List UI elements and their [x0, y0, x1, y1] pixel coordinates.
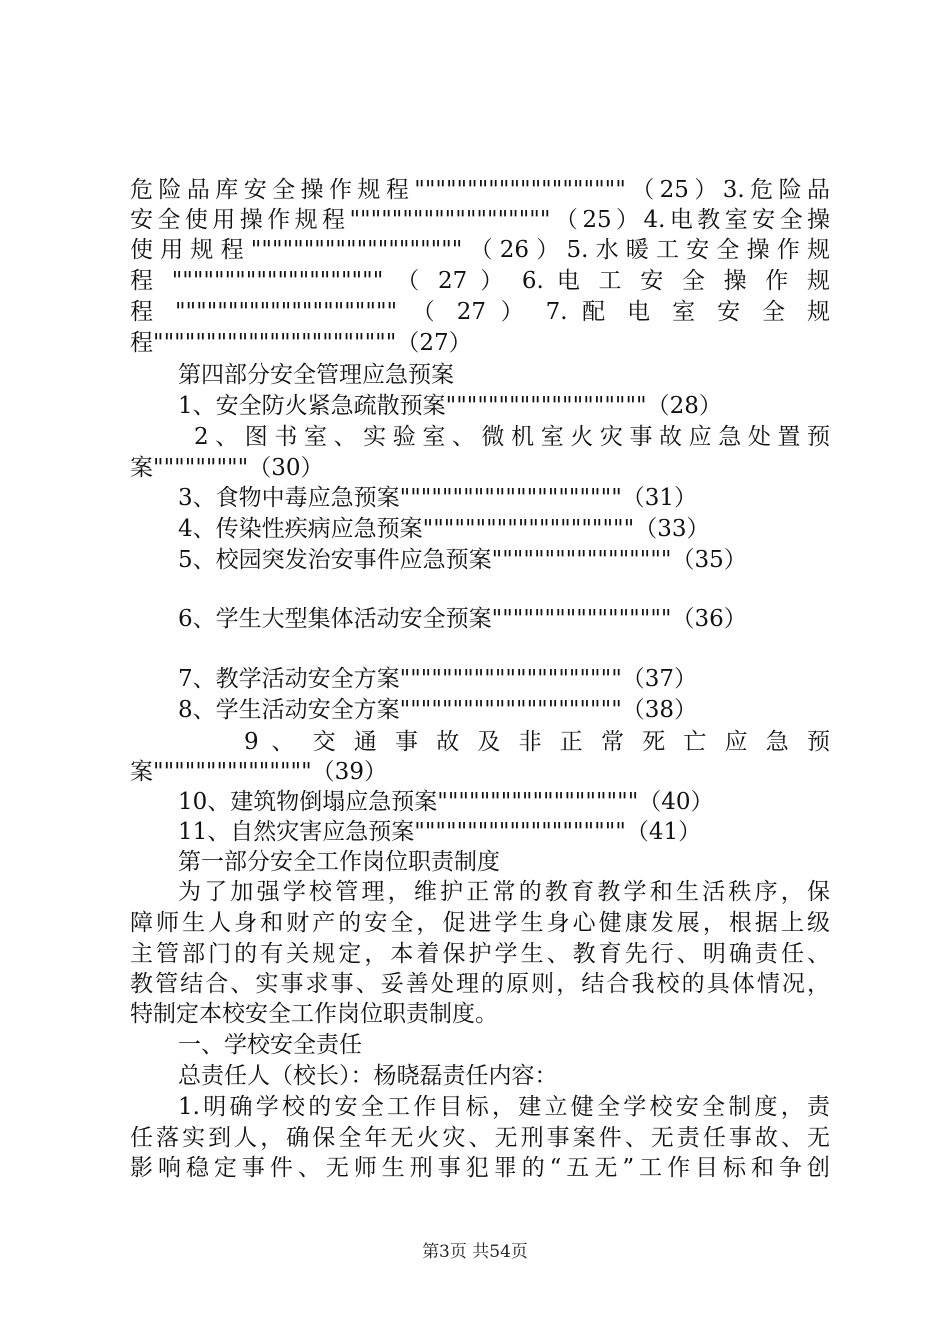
toc-line: 1、安全防火紧急疏散预案"""""""""""""""""""（28）: [178, 393, 722, 419]
toc-line: 11、自然灾害应急预案""""""""""""""""""""（41）: [178, 819, 702, 845]
paragraph-line: 为了加强学校管理，维护正常的教育教学和生活秩序，保: [178, 879, 830, 905]
toc-line: 程"""""""""""""""""""""""（27）: [130, 330, 472, 356]
paragraph-line: 影响稳定事件、无师生刑事犯罪的“五无”工作目标和争创: [130, 1155, 830, 1181]
toc-line: 8、学生活动安全方案"""""""""""""""""""""（38）: [178, 697, 698, 723]
toc-line: 危险品库安全操作规程""""""""""""""""""""（25）3.危险品: [130, 177, 830, 203]
toc-line: 2、图书室、实验室、微机室火灾事故应急处置预: [194, 424, 830, 450]
toc-line: 10、建筑物倒塌应急预案"""""""""""""""""""（40）: [178, 789, 714, 815]
toc-line: 案"""""""""""""""（39）: [130, 759, 387, 785]
toc-line: 6、学生大型集体活动安全预案"""""""""""""""""（36）: [178, 606, 747, 632]
subsection-heading: 一、学校安全责任: [178, 1032, 362, 1058]
paragraph-line: 主管部门的有关规定，本着保护学生、教育先行、明确责任、: [130, 941, 830, 967]
toc-line: 使用规程""""""""""""""""""""（26）5.水暖工安全操作规: [130, 237, 830, 263]
toc-line: 程 """"""""""""""""""""" （ 27 ） 7. 配 电 室 安 全 规: [130, 299, 830, 325]
toc-line: 7、教学活动安全方案"""""""""""""""""""""（37）: [178, 666, 698, 692]
paragraph-line: 1.明确学校的安全工作目标，建立健全学校安全制度，责: [178, 1094, 830, 1120]
paragraph-line: 总责任人（校长）：杨晓磊责任内容：: [178, 1063, 558, 1089]
page-number-footer: 第3页 共54页: [422, 1242, 528, 1262]
toc-line: 安全使用操作规程"""""""""""""""""""（25）4.电教室安全操: [130, 207, 830, 233]
toc-line: 5、校园突发治安事件应急预案"""""""""""""""""（35）: [178, 547, 747, 573]
paragraph-line: 教管结合、实事求事、妥善处理的原则，结合我校的具体情况，: [130, 971, 830, 997]
paragraph-line: 特制定本校安全工作岗位职责制度。: [130, 1001, 498, 1027]
toc-line: 程 """""""""""""""""""" （ 27 ） 6. 电 工 安 全 操 作 规: [130, 268, 830, 294]
toc-line: 3、食物中毒应急预案"""""""""""""""""""""（31）: [178, 485, 698, 511]
paragraph-line: 任落实到人，确保全年无火灾、无刑事案件、无责任事故、无: [130, 1125, 830, 1151]
toc-line: 9 、 交 通 事 故 及 非 正 常 死 亡 应 急 预: [244, 729, 830, 755]
paragraph-line: 障师生人身和财产的安全，促进学生身心健康发展，根据上级: [130, 910, 830, 936]
section-heading: 第一部分安全工作岗位职责制度: [178, 849, 500, 875]
section-heading: 第四部分安全管理应急预案: [178, 362, 454, 388]
toc-line: 4、传染性疾病应急预案""""""""""""""""""""（33）: [178, 516, 710, 542]
toc-line: 案"""""""""（30）: [130, 455, 324, 481]
